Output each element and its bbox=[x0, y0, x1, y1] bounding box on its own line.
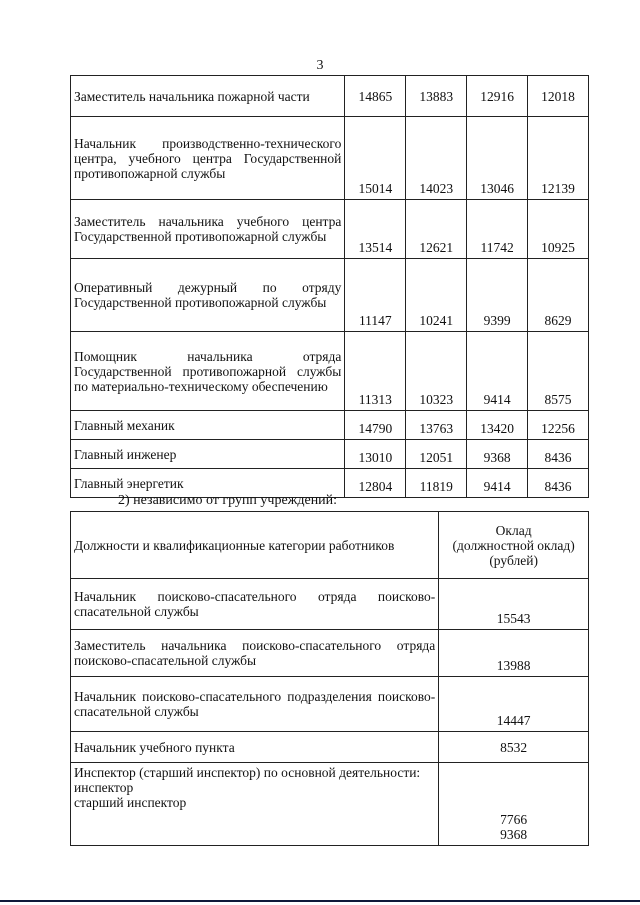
table-row bbox=[71, 630, 589, 677]
salary-cell: 8436 bbox=[528, 469, 589, 498]
salary-cell: 12916 bbox=[467, 76, 528, 117]
salary-cell: 8629 bbox=[528, 259, 589, 332]
position-name: Главный инженер bbox=[71, 440, 345, 469]
position-name: Оперативный дежурный по отряду Государственной противопожарной службы bbox=[71, 259, 345, 332]
page-edge-line bbox=[0, 900, 640, 902]
salary-cell: 8532 bbox=[439, 732, 589, 763]
salary-cell: 13420 bbox=[467, 411, 528, 440]
table-header-row bbox=[71, 512, 589, 579]
salary-cell: 12139 bbox=[528, 117, 589, 200]
salary-cell: 13010 bbox=[345, 440, 406, 469]
salary-cell bbox=[439, 763, 589, 846]
salary-cell: 10323 bbox=[406, 332, 467, 411]
header-salary bbox=[439, 512, 589, 579]
salary-cell: 15014 bbox=[345, 117, 406, 200]
header-salary-line: (должностной оклад) bbox=[452, 537, 575, 553]
table-row bbox=[71, 332, 589, 411]
table-row bbox=[71, 579, 589, 630]
salary-cell: 9399 bbox=[467, 259, 528, 332]
salary-cell: 13988 bbox=[439, 630, 589, 677]
salary-cell: 9414 bbox=[467, 469, 528, 498]
position-name: Начальник производственно-технического центра, учебного центра Государственной противопожарной службы bbox=[71, 117, 345, 200]
salary-cell: 11147 bbox=[345, 259, 406, 332]
salary-cell: 8436 bbox=[528, 440, 589, 469]
table-row bbox=[71, 76, 589, 117]
inspector-title: Инспектор (старший инспектор) по основной деятельности: bbox=[74, 765, 421, 780]
position-name: Главный энергетик bbox=[71, 469, 345, 498]
salary-cell: 14865 bbox=[345, 76, 406, 117]
salary-cell: 14023 bbox=[406, 117, 467, 200]
position-name: Заместитель начальника учебного центра Государственной противопожарной службы bbox=[71, 200, 345, 259]
table-row bbox=[71, 677, 589, 732]
salary-cell: 12018 bbox=[528, 76, 589, 117]
senior-inspector-sub: старший инспектор bbox=[74, 795, 187, 810]
salary-cell: 12804 bbox=[345, 469, 406, 498]
table-row bbox=[71, 763, 589, 846]
salary-cell: 10241 bbox=[406, 259, 467, 332]
position-name: Заместитель начальника пожарной части bbox=[71, 76, 345, 117]
salary-cell: 12256 bbox=[528, 411, 589, 440]
salary-table-by-group bbox=[70, 75, 589, 498]
salary-cell: 12621 bbox=[406, 200, 467, 259]
salary-cell: 9368 bbox=[467, 440, 528, 469]
header-salary-line: Оклад bbox=[495, 522, 532, 538]
table-row bbox=[71, 117, 589, 200]
salary-cell: 11313 bbox=[345, 332, 406, 411]
position-name: Главный механик bbox=[71, 411, 345, 440]
salary-cell: 13514 bbox=[345, 200, 406, 259]
position-name: Начальник поисково-спасательного подразделения поисково-спасательной службы bbox=[71, 677, 439, 732]
section-subheading: 2) независимо от групп учреждений: bbox=[118, 493, 338, 508]
inspector-salary: 7766 bbox=[500, 812, 528, 827]
salary-cell: 11742 bbox=[467, 200, 528, 259]
salary-cell: 15543 bbox=[439, 579, 589, 630]
position-name: Начальник учебного пункта bbox=[71, 732, 439, 763]
salary-cell: 8575 bbox=[528, 332, 589, 411]
senior-inspector-salary: 9368 bbox=[500, 827, 528, 842]
table-row bbox=[71, 200, 589, 259]
page-number: 3 bbox=[316, 58, 324, 73]
salary-cell: 10925 bbox=[528, 200, 589, 259]
salary-cell: 13046 bbox=[467, 117, 528, 200]
salary-cell: 13883 bbox=[406, 76, 467, 117]
salary-cell: 14790 bbox=[345, 411, 406, 440]
inspector-sub: инспектор bbox=[74, 780, 134, 795]
position-name: Помощник начальника отряда Государственной противопожарной службы по материально-техническому обеспечению bbox=[71, 332, 345, 411]
salary-cell: 14447 bbox=[439, 677, 589, 732]
table-row bbox=[71, 259, 589, 332]
table-row bbox=[71, 440, 589, 469]
salary-table-independent bbox=[70, 511, 589, 846]
header-position: Должности и квалификационные категории работников bbox=[71, 512, 439, 579]
table-row bbox=[71, 411, 589, 440]
position-name bbox=[71, 763, 439, 846]
position-name: Начальник поисково-спасательного отряда поисково-спасательной службы bbox=[71, 579, 439, 630]
header-salary-line: (рублей) bbox=[489, 552, 538, 568]
salary-cell: 12051 bbox=[406, 440, 467, 469]
salary-cell: 13763 bbox=[406, 411, 467, 440]
position-name: Заместитель начальника поисково-спасательного отряда поисково-спасательной службы bbox=[71, 630, 439, 677]
table-row bbox=[71, 732, 589, 763]
salary-cell: 9414 bbox=[467, 332, 528, 411]
salary-cell: 11819 bbox=[406, 469, 467, 498]
